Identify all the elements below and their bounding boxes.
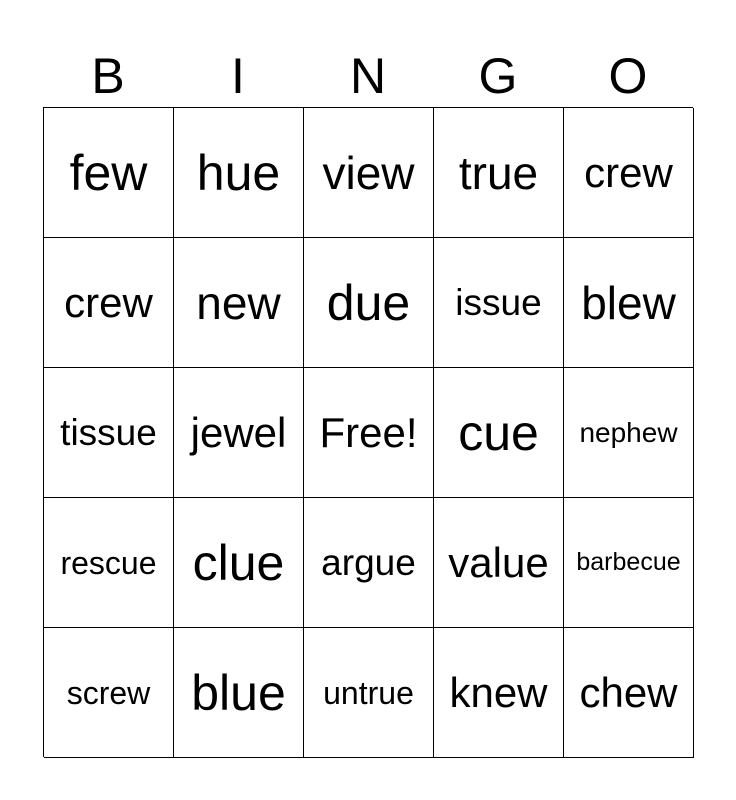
bingo-cell[interactable]: new bbox=[174, 238, 304, 368]
bingo-board bbox=[43, 107, 693, 757]
bingo-cell[interactable]: view bbox=[304, 108, 434, 238]
bingo-cell[interactable]: nephew bbox=[564, 368, 694, 498]
bingo-cell[interactable]: clue bbox=[174, 498, 304, 628]
bingo-cell[interactable]: chew bbox=[564, 628, 694, 758]
free-space[interactable]: Free! bbox=[304, 368, 434, 498]
bingo-cell[interactable]: issue bbox=[434, 238, 564, 368]
bingo-cell[interactable]: few bbox=[44, 108, 174, 238]
bingo-cell[interactable]: crew bbox=[564, 108, 694, 238]
bingo-cell[interactable]: argue bbox=[304, 498, 434, 628]
bingo-cell[interactable]: true bbox=[434, 108, 564, 238]
bingo-cell[interactable]: jewel bbox=[174, 368, 304, 498]
header-letter-n: N bbox=[349, 48, 387, 104]
header-letter-o: O bbox=[608, 48, 648, 104]
bingo-cell[interactable]: tissue bbox=[44, 368, 174, 498]
bingo-cell[interactable]: blue bbox=[174, 628, 304, 758]
header-letter-i: I bbox=[231, 48, 245, 104]
bingo-cell[interactable]: hue bbox=[174, 108, 304, 238]
bingo-cell[interactable]: knew bbox=[434, 628, 564, 758]
bingo-cell[interactable]: untrue bbox=[304, 628, 434, 758]
bingo-cell[interactable]: blew bbox=[564, 238, 694, 368]
bingo-cell[interactable]: rescue bbox=[44, 498, 174, 628]
bingo-header bbox=[43, 44, 693, 108]
header-letter-b: B bbox=[91, 48, 125, 104]
bingo-cell[interactable]: value bbox=[434, 498, 564, 628]
bingo-cell[interactable]: due bbox=[304, 238, 434, 368]
bingo-cell[interactable]: barbecue bbox=[564, 498, 694, 628]
bingo-cell[interactable]: cue bbox=[434, 368, 564, 498]
bingo-cell[interactable]: crew bbox=[44, 238, 174, 368]
header-letter-g: G bbox=[478, 48, 518, 104]
bingo-cell[interactable]: screw bbox=[44, 628, 174, 758]
